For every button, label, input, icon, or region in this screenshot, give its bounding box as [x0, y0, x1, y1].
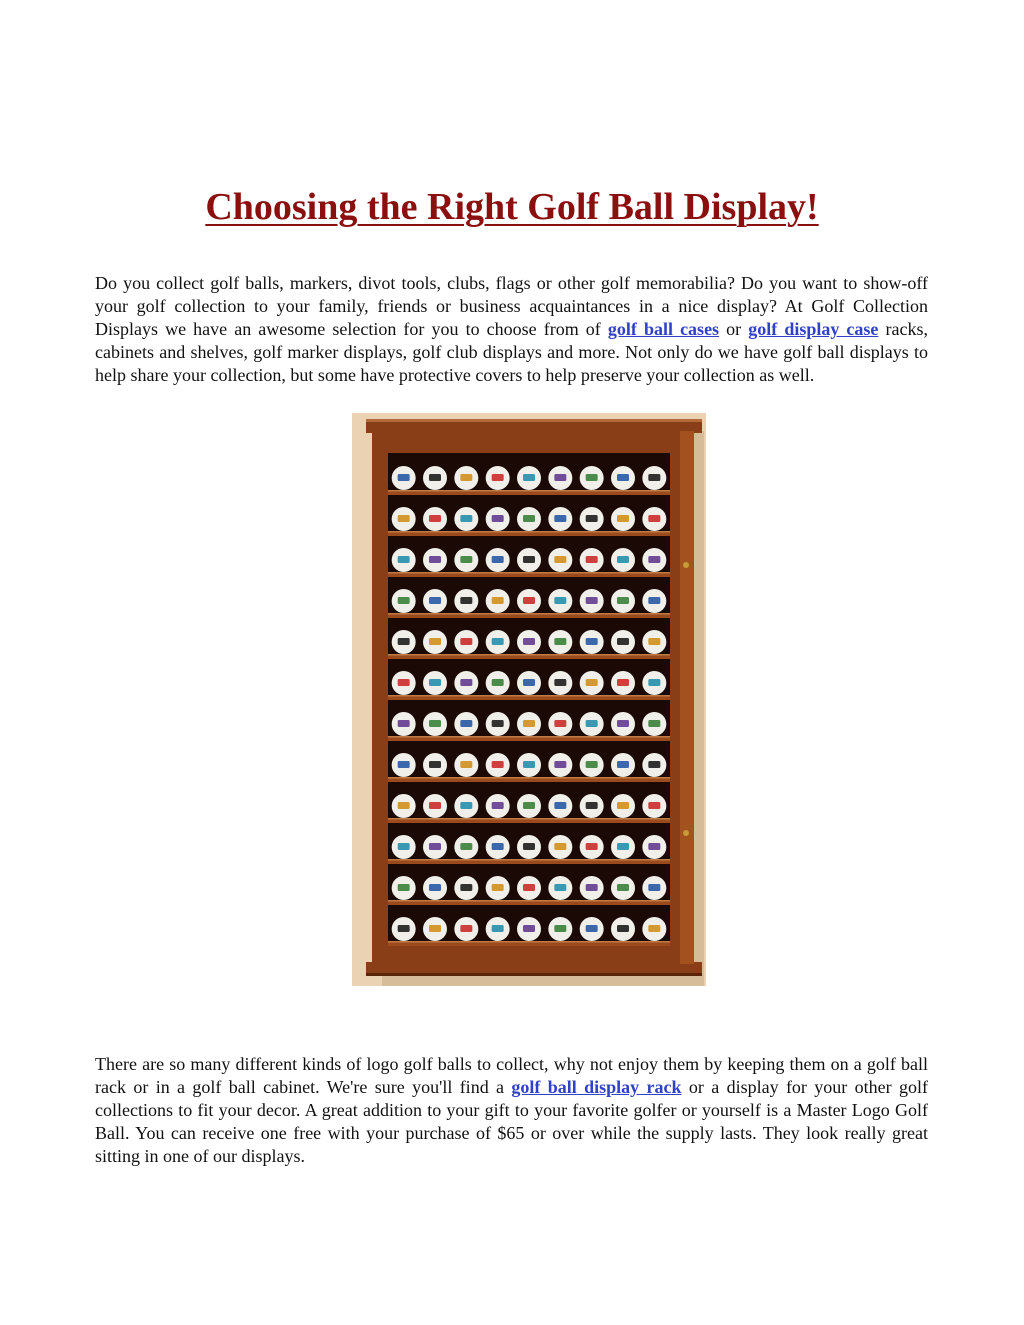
golf-ball-logo: [460, 556, 472, 563]
golf-ball-logo: [586, 679, 598, 686]
golf-ball-logo: [460, 679, 472, 686]
intro-text-a: Do you collect golf balls, markers, divot tools, clubs, flags or other golf memorabilia? Do you want to show-off your golf collection to your family, friends or business acquaintances in a nice display? At Golf Collection Displays we have an awesome selection for you to choose from of: [95, 273, 928, 339]
golf-ball-logo: [586, 515, 598, 522]
shelf-edge: [388, 859, 670, 861]
golf-ball-logo: [617, 474, 629, 481]
golf-ball-logo: [460, 720, 472, 727]
intro-text-c: racks, cabinets and shelves, golf marker displays, golf club displays and more. Not only do we have golf ball displays to help share your collection, but some have protective covers to help preserve your collection as well.: [95, 319, 928, 385]
hinge-knob-bottom: [683, 830, 689, 836]
golf-ball-logo: [460, 597, 472, 604]
shelf-edge: [388, 572, 670, 574]
golf-ball-logo: [617, 720, 629, 727]
golf-ball-logo: [523, 884, 535, 891]
golf-ball-logo: [617, 679, 629, 686]
closing-paragraph: [95, 1053, 928, 1168]
golf-ball-logo: [429, 802, 441, 809]
golf-ball-logo: [398, 556, 410, 563]
shelf-edge: [388, 777, 670, 779]
golf-ball-logo: [586, 761, 598, 768]
intro-text-b: or: [719, 319, 749, 339]
golf-ball-logo: [429, 720, 441, 727]
golf-ball-logo: [398, 515, 410, 522]
golf-ball-logo: [492, 638, 504, 645]
golf-ball-logo: [648, 474, 660, 481]
golf-ball-logo: [523, 761, 535, 768]
golf-ball-logo: [648, 638, 660, 645]
golf-ball-logo: [586, 638, 598, 645]
golf-ball-logo: [429, 597, 441, 604]
golf-ball-logo: [554, 474, 566, 481]
golf-ball-logo: [429, 761, 441, 768]
golf-ball-logo: [586, 597, 598, 604]
golf-ball-display-rack-link[interactable]: golf ball display rack: [511, 1077, 682, 1097]
golf-ball-logo: [429, 679, 441, 686]
golf-ball-logo: [523, 597, 535, 604]
golf-ball-logo: [492, 720, 504, 727]
golf-ball-cases-link[interactable]: golf ball cases: [607, 319, 720, 339]
golf-ball-logo: [617, 925, 629, 932]
golf-ball-logo: [429, 515, 441, 522]
golf-ball-logo: [554, 884, 566, 891]
golf-ball-logo: [492, 925, 504, 932]
golf-ball-logo: [398, 720, 410, 727]
golf-ball-logo: [398, 638, 410, 645]
golf-ball-logo: [617, 802, 629, 809]
shelf-edge: [388, 654, 670, 656]
golf-ball-logo: [398, 925, 410, 932]
golf-ball-logo: [554, 515, 566, 522]
golf-ball-logo: [523, 925, 535, 932]
golf-ball-logo: [460, 638, 472, 645]
golf-ball-logo: [492, 556, 504, 563]
golf-ball-logo: [460, 474, 472, 481]
cabinet-side: [680, 431, 694, 964]
shelf-edge: [388, 941, 670, 943]
golf-ball-logo: [648, 884, 660, 891]
golf-ball-logo: [648, 515, 660, 522]
golf-ball-logo: [398, 679, 410, 686]
golf-ball-logo: [429, 638, 441, 645]
shelf-edge: [388, 900, 670, 902]
golf-ball-logo: [398, 843, 410, 850]
golf-ball-logo: [554, 679, 566, 686]
golf-ball-logo: [523, 515, 535, 522]
closing-text-b: or a display for your other golf collections to fit your decor. A great addition to your gift to your favorite golfer or yourself is a Master Logo Golf Ball. You can receive one free with your purchase of $65 or over while the supply lasts. They look really great sitting in one of our displays.: [95, 1077, 928, 1166]
golf-ball-logo: [523, 638, 535, 645]
golf-ball-logo: [617, 761, 629, 768]
golf-ball-logo: [429, 925, 441, 932]
golf-ball-logo: [617, 638, 629, 645]
golf-ball-logo: [586, 884, 598, 891]
golf-ball-logo: [648, 802, 660, 809]
golf-ball-logo: [492, 597, 504, 604]
golf-ball-logo: [648, 843, 660, 850]
golf-ball-logo: [617, 556, 629, 563]
golf-ball-logo: [429, 556, 441, 563]
golf-ball-logo: [523, 679, 535, 686]
shelf-edge: [388, 531, 670, 533]
shelf-edge: [388, 490, 670, 492]
golf-ball-logo: [398, 474, 410, 481]
shelf-edge: [388, 613, 670, 615]
golf-ball-logo: [554, 597, 566, 604]
golf-ball-logo: [523, 474, 535, 481]
golf-ball-logo: [492, 474, 504, 481]
golf-ball-logo: [586, 802, 598, 809]
golf-ball-logo: [523, 720, 535, 727]
golf-ball-logo: [554, 720, 566, 727]
golf-ball-logo: [429, 843, 441, 850]
golf-ball-logo: [554, 802, 566, 809]
golf-ball-logo: [586, 556, 598, 563]
golf-ball-logo: [617, 597, 629, 604]
golf-ball-logo: [523, 802, 535, 809]
golf-ball-logo: [460, 843, 472, 850]
golf-ball-logo: [586, 843, 598, 850]
golf-ball-logo: [398, 802, 410, 809]
golf-ball-logo: [429, 884, 441, 891]
golf-ball-display-cabinet-photo: [352, 413, 706, 986]
golf-ball-logo: [492, 761, 504, 768]
golf-ball-logo: [648, 556, 660, 563]
golf-ball-logo: [460, 925, 472, 932]
golf-ball-logo: [460, 884, 472, 891]
closing-text-a: There are so many different kinds of logo golf balls to collect, why not enjoy them by keeping them on a golf ball rack or in a golf ball cabinet. We're sure you'll find a: [95, 1054, 928, 1097]
golf-ball-logo: [586, 720, 598, 727]
golf-ball-logo: [460, 761, 472, 768]
golf-ball-logo: [554, 761, 566, 768]
golf-ball-logo: [492, 843, 504, 850]
golf-ball-logo: [554, 638, 566, 645]
golf-ball-logo: [398, 761, 410, 768]
intro-paragraph: [95, 272, 928, 387]
golf-ball-logo: [523, 843, 535, 850]
golf-ball-logo: [648, 720, 660, 727]
golf-ball-logo: [429, 474, 441, 481]
page-title: Choosing the Right Golf Ball Display!: [205, 186, 819, 228]
shelf-edge: [388, 736, 670, 738]
golf-ball-logo: [398, 884, 410, 891]
golf-ball-logo: [554, 843, 566, 850]
golf-ball-logo: [554, 556, 566, 563]
golf-ball-logo: [492, 802, 504, 809]
golf-ball-logo: [648, 679, 660, 686]
golf-ball-logo: [492, 884, 504, 891]
golf-ball-logo: [523, 556, 535, 563]
golf-ball-logo: [586, 474, 598, 481]
golf-ball-logo: [648, 597, 660, 604]
bottom-molding-shadow: [366, 973, 702, 976]
golf-ball-logo: [648, 761, 660, 768]
golf-ball-logo: [617, 884, 629, 891]
golf-ball-logo: [398, 597, 410, 604]
hinge-knob-top: [683, 562, 689, 568]
golf-ball-logo: [586, 925, 598, 932]
top-molding-highlight: [366, 419, 702, 422]
golf-ball-logo: [492, 679, 504, 686]
shelf-edge: [388, 818, 670, 820]
golf-ball-logo: [460, 802, 472, 809]
golf-ball-logo: [617, 515, 629, 522]
shelf-edge: [388, 695, 670, 697]
golf-ball-logo: [617, 843, 629, 850]
golf-ball-logo: [648, 925, 660, 932]
golf-ball-logo: [492, 515, 504, 522]
golf-ball-logo: [554, 925, 566, 932]
golf-display-case-link[interactable]: golf display case: [748, 319, 879, 339]
golf-ball-logo: [460, 515, 472, 522]
